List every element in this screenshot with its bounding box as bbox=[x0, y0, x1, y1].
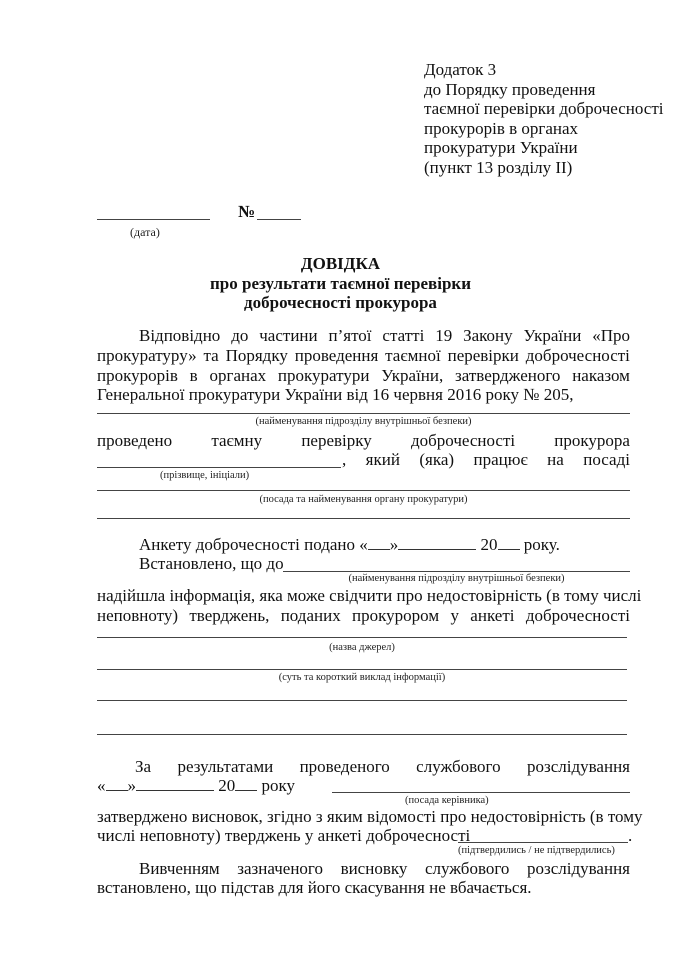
confirmed-caption: (підтвердились / не підтвердились) bbox=[458, 845, 615, 856]
doc-subtitle-1: про результати таємної перевірки bbox=[210, 274, 471, 293]
investigation-line-1 bbox=[135, 757, 630, 777]
extra-field-line-1[interactable] bbox=[97, 700, 627, 701]
word: (яка) bbox=[419, 450, 455, 469]
word: п’ятої bbox=[328, 326, 372, 345]
head-position-field-line[interactable] bbox=[332, 792, 630, 793]
word: службового bbox=[424, 859, 510, 878]
name-initials-field-line[interactable] bbox=[97, 467, 341, 468]
intro-line-1 bbox=[139, 326, 630, 346]
word: прокуратури bbox=[277, 366, 370, 385]
security-unit-caption-2: (найменування підрозділу внутрішньої безпеки) bbox=[348, 573, 565, 584]
investigation-line-4: числі неповноту) тверджень у анкеті доброчесності bbox=[97, 826, 471, 845]
month-field[interactable] bbox=[136, 776, 214, 791]
text: 20 bbox=[480, 535, 498, 554]
head-position-caption: (посада керівника) bbox=[405, 795, 489, 806]
word: Відповідно bbox=[139, 326, 221, 345]
word: неповноту) bbox=[97, 606, 179, 625]
word: посаді bbox=[583, 450, 630, 469]
word: анкеті bbox=[470, 606, 515, 625]
date-caption: (дата) bbox=[130, 225, 160, 239]
year-field[interactable] bbox=[498, 535, 520, 550]
word: зазначеного bbox=[237, 859, 323, 878]
word: прокуратуру» bbox=[97, 346, 197, 365]
text: Анкету доброчесності подано « bbox=[139, 535, 368, 554]
doc-subtitle-2: доброчесності прокурора bbox=[244, 293, 437, 312]
word: Закону bbox=[463, 326, 513, 345]
text: року bbox=[257, 776, 296, 795]
number-label: № bbox=[238, 202, 256, 221]
security-unit-field-line-2[interactable] bbox=[283, 571, 630, 572]
number-field-line[interactable] bbox=[257, 219, 301, 220]
word: результатами bbox=[177, 757, 274, 776]
word: України bbox=[523, 326, 582, 345]
word: прокурором bbox=[352, 606, 440, 625]
appendix-line: Додаток 3 bbox=[424, 60, 497, 79]
word: проведеного bbox=[299, 757, 390, 776]
appendix-line: (пункт 13 розділу ІІ) bbox=[424, 157, 573, 177]
word: таємної bbox=[385, 346, 441, 365]
conclusion-line-2: встановлено, що підстав для його скасування не вбачається. bbox=[97, 878, 532, 897]
word: Порядку bbox=[225, 346, 288, 365]
word: висновку bbox=[340, 859, 408, 878]
text: року. bbox=[519, 535, 560, 554]
text: « bbox=[97, 776, 106, 795]
word: доброчесності bbox=[410, 431, 516, 450]
source-caption: (назва джерел) bbox=[329, 642, 395, 653]
word: у bbox=[450, 606, 459, 625]
appendix-line: прокуратури України bbox=[424, 138, 578, 157]
security-unit-caption: (найменування підрозділу внутрішньої безпеки) bbox=[255, 416, 472, 427]
word: органах bbox=[209, 366, 267, 385]
confirmed-field-line[interactable] bbox=[458, 842, 628, 843]
word: проведення bbox=[294, 346, 379, 365]
appendix-line: прокурорів в органах bbox=[424, 118, 579, 138]
word: прокурорів bbox=[97, 366, 178, 385]
word: Вивченням bbox=[139, 859, 220, 878]
word: 19 bbox=[435, 326, 453, 345]
established-prefix: Встановлено, що до bbox=[139, 554, 284, 573]
word: «Про bbox=[592, 326, 630, 345]
period: . bbox=[628, 826, 633, 845]
word: та bbox=[203, 346, 219, 365]
intro-line-4: Генеральної прокуратури України від 16 червня 2016 року № 205, bbox=[97, 385, 574, 404]
date-field-line[interactable] bbox=[97, 219, 210, 220]
word: перевірку bbox=[301, 431, 372, 450]
word: таємну bbox=[211, 431, 263, 450]
word: доброчесності bbox=[525, 606, 630, 625]
word: , bbox=[342, 450, 347, 469]
intro-line-2 bbox=[97, 346, 630, 366]
works-line bbox=[342, 450, 630, 470]
word: поданих bbox=[280, 606, 341, 625]
text: » bbox=[389, 535, 399, 554]
word: розслідування bbox=[527, 859, 630, 878]
word: затвердженого bbox=[455, 366, 561, 385]
position-field-line-2[interactable] bbox=[97, 518, 630, 519]
info-summary-caption: (суть та короткий виклад інформації) bbox=[278, 672, 446, 683]
investigation-line-3: затверджено висновок, згідно з яким відомості про недостовірність (в тому bbox=[97, 807, 643, 826]
intro-line-3 bbox=[97, 366, 630, 386]
conducted-line bbox=[97, 431, 630, 451]
source-field-line[interactable] bbox=[97, 637, 627, 638]
word: За bbox=[135, 757, 152, 776]
text: 20 bbox=[218, 776, 236, 795]
year-field[interactable] bbox=[235, 776, 257, 791]
name-initials-caption: (прізвище, ініціали) bbox=[160, 470, 250, 481]
word: перевірки bbox=[447, 346, 519, 365]
position-caption: (посада та найменування органу прокуратури) bbox=[259, 494, 468, 505]
appendix-line: до Порядку проведення bbox=[424, 79, 596, 99]
appendix-line: таємної перевірки доброчесності bbox=[424, 99, 664, 118]
text: » bbox=[127, 776, 136, 795]
month-field[interactable] bbox=[398, 535, 476, 550]
info-summary-field-line[interactable] bbox=[97, 669, 627, 670]
word: України, bbox=[381, 366, 444, 385]
word: частини bbox=[259, 326, 318, 345]
day-field[interactable] bbox=[368, 535, 390, 550]
word: доброчесності bbox=[525, 346, 630, 365]
doc-title: ДОВІДКА bbox=[300, 254, 381, 273]
questionnaire-submitted bbox=[139, 535, 560, 555]
word: працює bbox=[473, 450, 528, 469]
word: розслідування bbox=[527, 757, 630, 776]
word: тверджень, bbox=[189, 606, 270, 625]
word: в bbox=[189, 366, 198, 385]
conclusion-line-1 bbox=[139, 859, 630, 879]
info-line-1: надійшла інформація, яка може свідчити про недостовірність (в тому числі bbox=[97, 586, 642, 605]
word: наказом bbox=[572, 366, 630, 385]
security-unit-field-line[interactable] bbox=[97, 413, 630, 414]
word: до bbox=[231, 326, 249, 345]
investigation-date bbox=[97, 776, 295, 796]
info-line-2 bbox=[97, 606, 630, 626]
word: проведено bbox=[97, 431, 173, 450]
position-field-line[interactable] bbox=[97, 490, 630, 491]
word: який bbox=[365, 450, 400, 469]
word: на bbox=[547, 450, 564, 469]
word: статті bbox=[382, 326, 425, 345]
word: службового bbox=[416, 757, 501, 776]
appendix-block bbox=[424, 60, 664, 177]
extra-field-line-2[interactable] bbox=[97, 734, 627, 735]
word: прокурора bbox=[554, 431, 630, 450]
day-field[interactable] bbox=[106, 776, 128, 791]
